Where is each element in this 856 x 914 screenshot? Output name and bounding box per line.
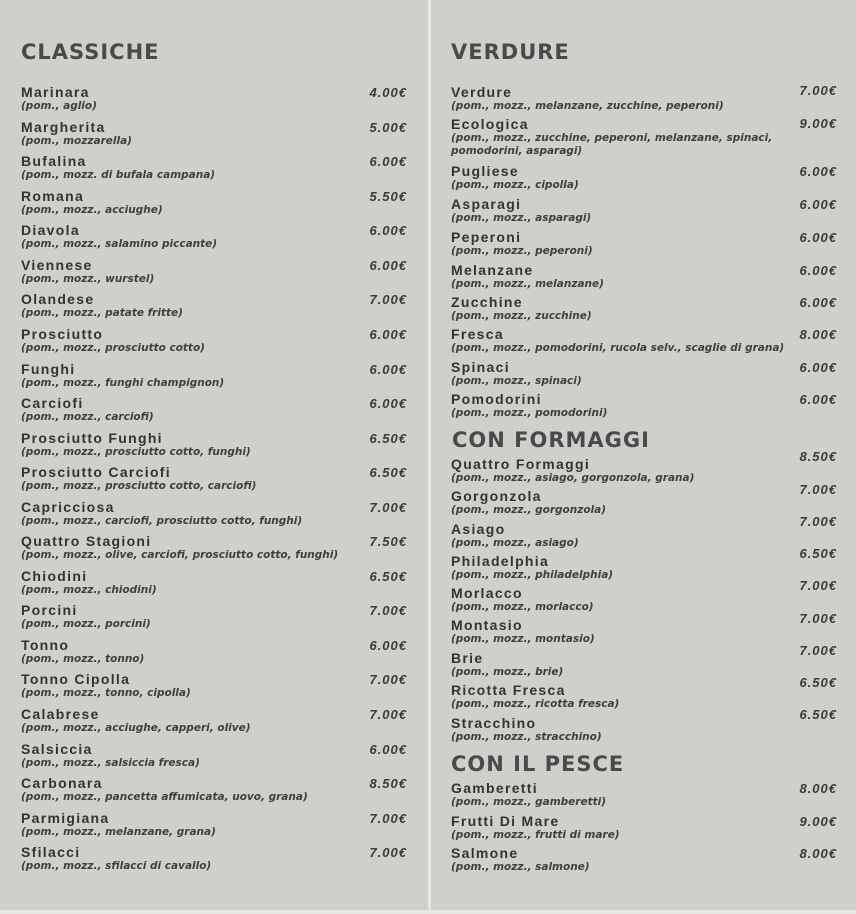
item-name: Salsiccia [21,741,93,757]
menu-panel-left [0,0,428,910]
menu-item [21,776,407,804]
item-price: 6.50€ [369,465,407,480]
menu-item [451,117,837,158]
item-name: Spinaci [451,359,510,375]
item-description: (pom., mozz., acciughe) [21,204,163,216]
menu-item [21,327,407,355]
item-name: Calabrese [21,706,100,722]
item-name: Viennese [21,257,93,273]
item-description: (pom., mozz., brie) [451,666,564,678]
item-price: 6.00€ [799,230,837,245]
menu-item [21,707,407,735]
item-name: Pugliese [451,163,519,179]
menu-item [21,120,407,148]
menu-item [451,263,837,291]
item-description: (pom., mozz., prosciutto cotto) [21,342,205,354]
menu-item [451,164,837,192]
menu-item [451,814,837,842]
item-price: 8.00€ [799,327,837,342]
item-name: Morlacco [451,585,523,601]
menu-item [21,569,407,597]
item-description: (pom., mozz., ricotta fresca) [451,698,620,710]
item-name: Tonno [21,637,70,653]
item-name: Asiago [451,521,506,537]
item-description: (pom., mozz. di bufala campana) [21,169,216,181]
item-price: 7.00€ [369,292,407,307]
item-name: Margherita [21,119,106,135]
item-name: Peperoni [451,229,522,245]
menu-item [451,392,837,420]
item-description: (pom., mozz., salamino piccante) [21,238,218,250]
item-name: Verdure [451,84,513,100]
item-name: Sfilacci [21,844,81,860]
menu-item [21,292,407,320]
item-name: Carbonara [21,775,103,791]
item-name: Bufalina [21,153,87,169]
item-description: (pom., mozz., melanzane) [451,278,604,290]
item-price: 7.00€ [369,672,407,687]
menu-panel-right [431,0,856,910]
menu-item [21,362,407,390]
item-name: Asparagi [451,196,522,212]
menu-item [21,85,407,113]
item-price: 9.00€ [799,116,837,131]
item-name: Parmigiana [21,810,110,826]
item-name: Ricotta Fresca [451,682,566,698]
item-description: (pom., aglio) [21,100,97,112]
section-title-con-formaggi: CON FORMAGGI [452,428,650,452]
menu-item [451,643,837,679]
item-name: Olandese [21,291,95,307]
item-name: Melanzane [451,262,534,278]
item-price: 8.00€ [799,846,837,861]
item-name: Carciofi [21,395,84,411]
item-price: 6.00€ [369,327,407,342]
menu-item [21,223,407,251]
item-description: (pom., mozz., carciofi, prosciutto cotto, funghi) [21,515,303,527]
menu-item [451,482,837,517]
item-description: (pom., mozz., cipolla) [451,179,579,191]
item-price: 6.00€ [369,638,407,653]
item-description: (pom., mozz., prosciutto cotto, funghi) [21,446,251,458]
menu-item [21,431,407,459]
item-description: (pom., mozz., porcini) [21,618,151,630]
menu-item [451,449,837,485]
item-description: (pom., mozz., spinaci) [451,375,582,387]
item-description: (pom., mozz., carciofi) [21,411,154,423]
item-name: Stracchino [451,715,537,731]
menu-item [451,611,837,646]
item-price: 8.00€ [799,781,837,796]
menu-item [21,742,407,770]
item-price: 4.00€ [369,85,407,100]
item-description: (pom., mozz., montasio) [451,633,595,645]
menu-item [451,578,837,614]
item-description: (pom., mozz., zucchine) [451,310,592,322]
menu-item [451,327,837,355]
menu-item [21,603,407,631]
menu-item [21,500,407,528]
item-description: (pom., mozz., salsiccia fresca) [21,757,200,769]
item-name: Prosciutto Carciofi [21,464,171,480]
section-title-classiche: CLASSICHE [21,40,160,64]
item-description: (pom., mozz., peperoni) [451,245,593,257]
item-name: Porcini [21,602,78,618]
item-price: 8.50€ [369,776,407,791]
item-price: 6.50€ [369,431,407,446]
item-description: (pom., mozz., patate fritte) [21,307,183,319]
menu-item [451,197,837,225]
item-name: Montasio [451,617,523,633]
item-price: 7.00€ [369,845,407,860]
menu-item [451,675,837,711]
item-description: (pom., mozz., pancetta affumicata, uovo, grana) [21,791,308,803]
menu-item [451,360,837,388]
item-name: Brie [451,650,484,666]
item-description: (pom., mozz., salmone) [451,861,590,873]
item-price: 6.00€ [799,263,837,278]
item-price: 6.00€ [369,362,407,377]
item-description: (pom., mozz., stracchino) [451,731,602,743]
menu-item [451,514,837,550]
item-price: 5.00€ [369,120,407,135]
item-price: 7.00€ [369,500,407,515]
menu-item [21,189,407,217]
item-name: Marinara [21,84,90,100]
menu-item [451,230,837,258]
item-name: Prosciutto [21,326,104,342]
item-price: 6.00€ [799,295,837,310]
item-price: 8.50€ [799,449,837,464]
menu-item [21,638,407,666]
item-description: (pom., mozz., tonno) [21,653,145,665]
item-description: (pom., mozz., gorgonzola) [451,504,607,516]
item-name: Quattro Stagioni [21,533,152,549]
item-price: 7.50€ [369,534,407,549]
menu-item [21,396,407,424]
item-name: Ecologica [451,116,529,132]
item-price: 6.50€ [369,569,407,584]
menu-item [21,465,407,493]
item-name: Prosciutto Funghi [21,430,163,446]
item-price: 6.00€ [799,197,837,212]
menu-item [451,707,837,744]
menu-item [21,845,407,873]
item-price: 7.00€ [369,811,407,826]
menu-item [451,295,837,323]
item-name: Tonno Cipolla [21,671,131,687]
item-name: Frutti Di Mare [451,813,560,829]
item-price: 6.50€ [799,707,837,722]
item-price: 7.00€ [799,611,837,626]
menu-item [451,546,837,582]
menu-item [21,258,407,286]
menu-item [21,154,407,182]
item-name: Zucchine [451,294,523,310]
item-description: (pom., mozz., melanzane, zucchine, peperoni) [451,100,724,112]
item-name: Pomodorini [451,391,542,407]
item-name: Chiodini [21,568,88,584]
item-description: (pom., mozz., zucchine, peperoni, melanzane, spinaci, pomodorini, asparagi) [451,132,773,157]
item-price: 7.00€ [799,514,837,529]
item-price: 7.00€ [799,482,837,497]
item-price: 6.00€ [799,164,837,179]
item-name: Capricciosa [21,499,115,515]
item-price: 7.00€ [369,707,407,722]
item-price: 5.50€ [369,189,407,204]
item-price: 7.00€ [369,603,407,618]
menu-item [451,846,837,874]
item-description: (pom., mozz., sfilacci di cavallo) [21,860,212,872]
menu-item [451,781,837,809]
item-description: (pom., mozz., olive, carciofi, prosciutto cotto, funghi) [21,549,339,561]
item-description: (pom., mozz., gamberetti) [451,796,607,808]
menu-item [21,534,407,562]
item-price: 7.00€ [799,643,837,658]
item-description: (pom., mozz., asiago) [451,537,579,549]
menu-item [21,811,407,839]
item-price: 6.00€ [369,154,407,169]
item-price: 6.00€ [369,258,407,273]
item-name: Salmone [451,845,519,861]
item-description: (pom., mozz., chiodini) [21,584,157,596]
item-name: Fresca [451,326,504,342]
item-description: (pom., mozz., wurstel) [21,273,155,285]
item-price: 6.50€ [799,675,837,690]
item-description: (pom., mozz., tonno, cipolla) [21,687,191,699]
item-name: Philadelphia [451,553,550,569]
item-description: (pom., mozz., frutti di mare) [451,829,620,841]
item-description: (pom., mozzarella) [21,135,132,147]
section-title-verdure: VERDURE [451,40,570,64]
menu-item [451,85,837,113]
item-description: (pom., mozz., pomodorini) [451,407,608,419]
item-price: 6.50€ [799,546,837,561]
item-name: Funghi [21,361,76,377]
item-description: (pom., mozz., melanzane, grana) [21,826,216,838]
item-description: (pom., mozz., morlacco) [451,601,594,613]
item-description: (pom., mozz., asparagi) [451,212,592,224]
item-description: (pom., mozz., acciughe, capperi, olive) [21,722,251,734]
menu-item [21,672,407,700]
section-title-con-il-pesce: CON IL PESCE [451,752,625,776]
item-price: 6.00€ [369,396,407,411]
item-price: 9.00€ [799,814,837,829]
item-name: Romana [21,188,85,204]
bottom-border [0,910,856,914]
item-price: 6.00€ [799,360,837,375]
item-name: Quattro Formaggi [451,456,591,472]
item-price: 7.00€ [799,83,837,98]
item-price: 6.00€ [799,392,837,407]
item-name: Gorgonzola [451,488,542,504]
item-description: (pom., mozz., asiago, gorgonzola, grana) [451,472,695,484]
item-description: (pom., mozz., pomodorini, rucola selv., scaglie di grana) [451,342,785,354]
item-name: Gamberetti [451,780,538,796]
item-description: (pom., mozz., prosciutto cotto, carciofi) [21,480,257,492]
item-price: 6.00€ [369,742,407,757]
item-name: Diavola [21,222,80,238]
item-description: (pom., mozz., funghi champignon) [21,377,225,389]
item-description: (pom., mozz., philadelphia) [451,569,614,581]
item-price: 6.00€ [369,223,407,238]
item-price: 7.00€ [799,578,837,593]
